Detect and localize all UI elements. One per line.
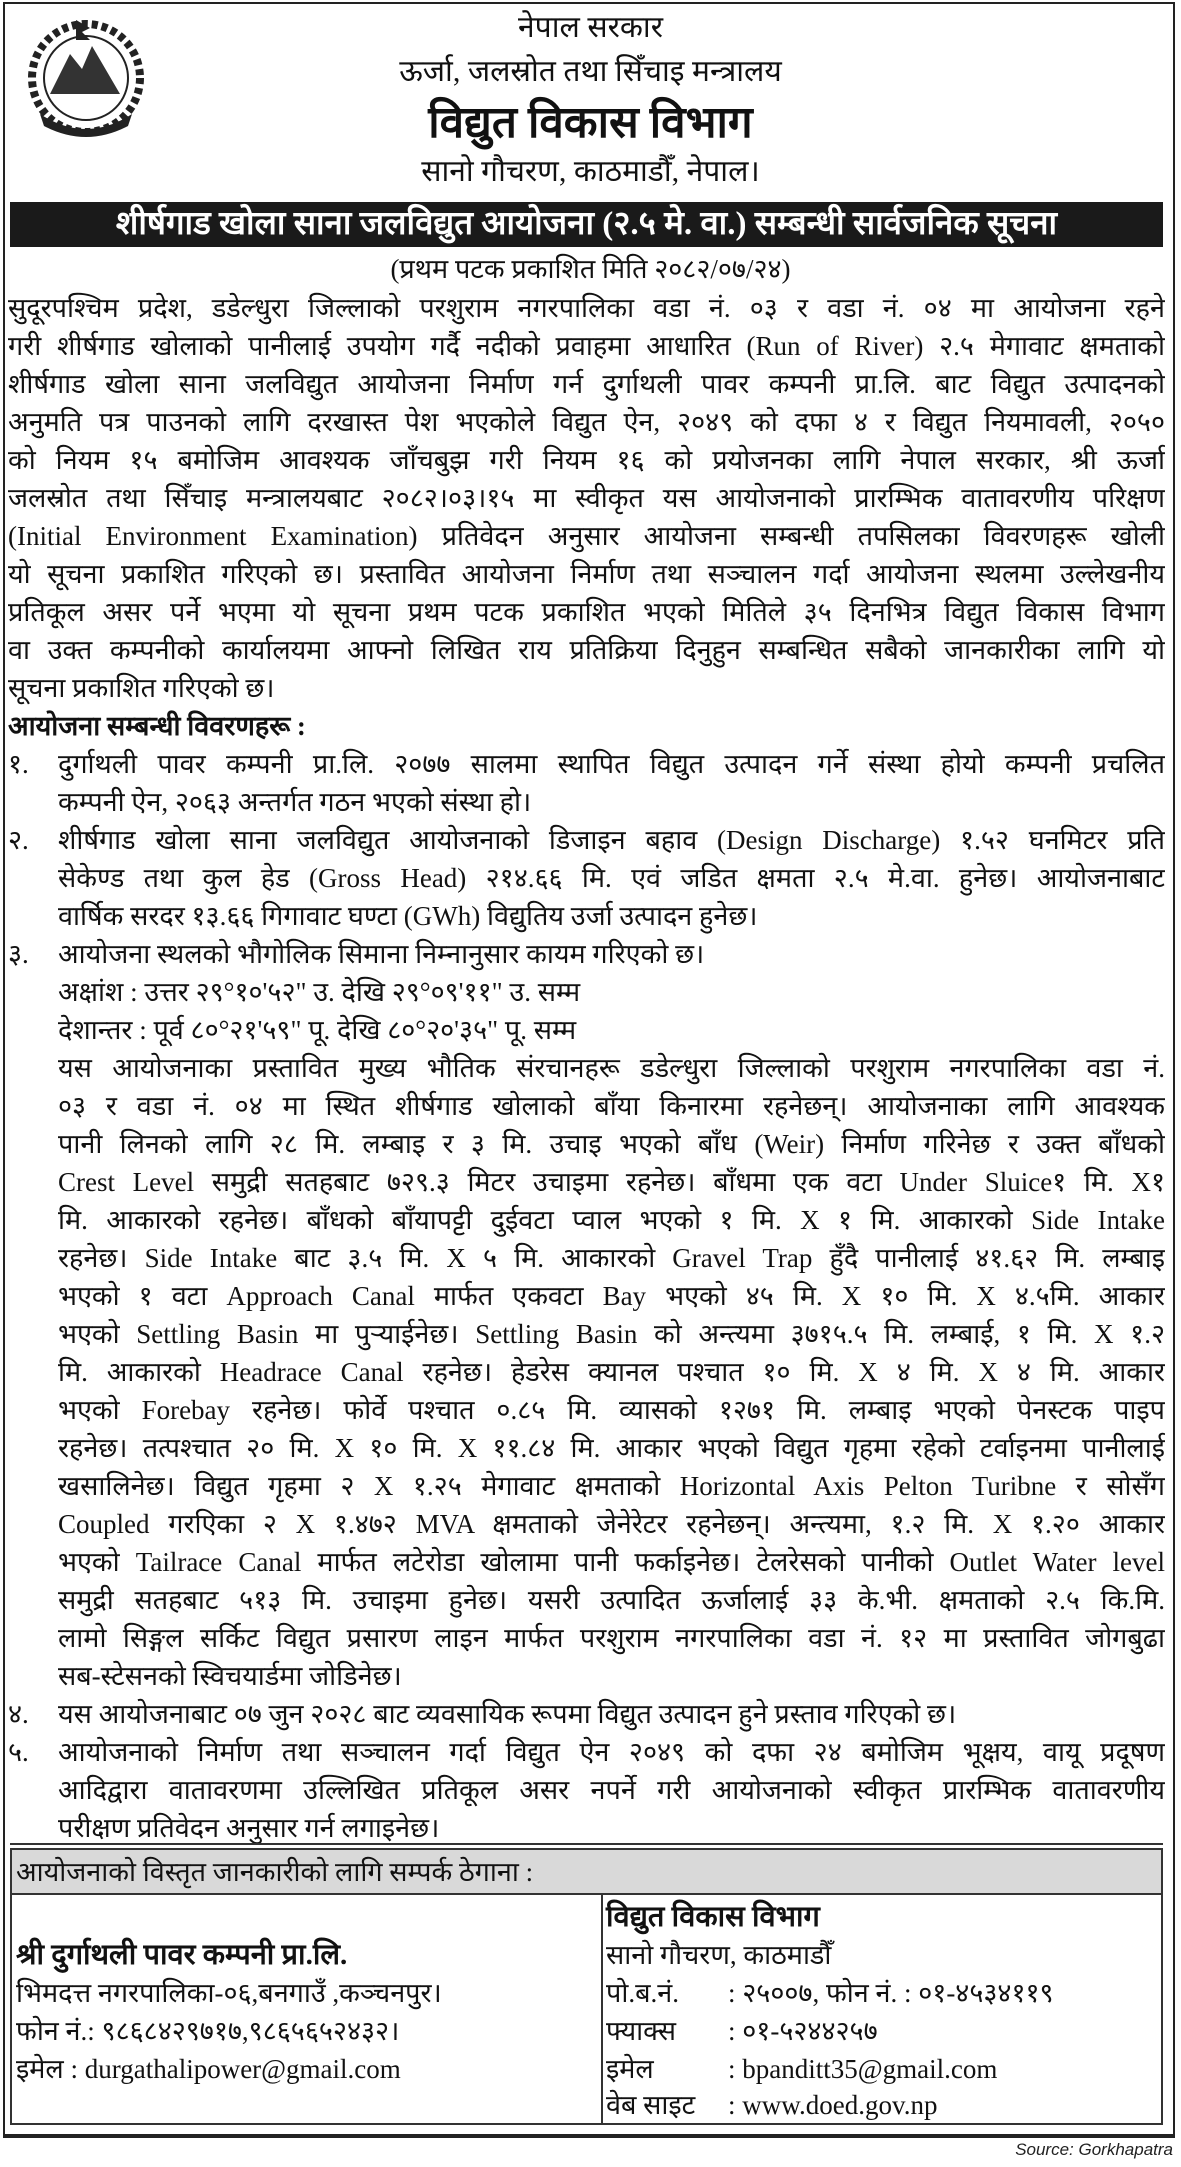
text-line: पानी लिनको लागि २८ मि. लम्बाइ र ३ मि. उचाइ भएको बाँध (Weir) निर्माण गरिनेछ र उक्त बाँधको [58, 1129, 1165, 1159]
list-item-number: ४. [8, 1699, 29, 1729]
text-line: आयोजनाको निर्माण तथा सञ्चालन गर्दा विद्युत ऐन २०४९ को दफा २४ बमोजिम भूक्षय, वायू प्रदूषण [58, 1737, 1165, 1767]
list-item-text [58, 935, 1165, 1695]
list-item-text [58, 821, 1165, 935]
text-line: सुदूरपश्चिम प्रदेश, डडेल्धुरा जिल्लाको परशुराम नगरपालिका वडा नं. ०३ र वडा नं. ०४ मा आयोजना रहने [8, 293, 1165, 323]
government-name: नेपाल सरकार [518, 11, 663, 44]
contact-column-divider [601, 1895, 603, 2123]
list-item-number: २. [8, 825, 29, 855]
text-line: सब-स्टेसनको स्विचयार्डमा जोडिनेछ। [58, 1661, 402, 1691]
company-email[interactable]: durgathalipower@gmail.com [84, 2054, 401, 2084]
text-line: मि. आकारको रहनेछ। बाँधको बाँयापट्टी दुईवटा प्वाल भएको १ मि. X १ मि. आकारको Side Intake [58, 1205, 1165, 1235]
text-line: ०३ र वडा नं. ०४ मा स्थित शीर्षगाड खोलाको बाँया किनारमा रहनेछन्। आयोजनाका लागि आवश्यक [58, 1091, 1165, 1121]
department-address: सानो गौचरण, काठमाडौँ, नेपाल। [421, 155, 760, 188]
text-line: वा उक्त कम्पनीको कार्यालयमा आफ्नो लिखित राय प्रतिक्रिया दिनुहुन सम्बन्धित सबैको जानकारीका लागि यो [8, 635, 1165, 665]
text-line: भएको Forebay रहनेछ। फोर्वे पश्चात ०.८५ मि. व्यासको १२७१ मि. लम्बाइ भएको पेनस्टक पाइप [58, 1395, 1165, 1425]
list-item-number: १. [8, 749, 29, 779]
dept-email[interactable]: : bpanditt35@gmail.com [728, 2054, 998, 2084]
text-line: यस आयोजनाबाट ०७ जुन २०२८ बाट व्यवसायिक रूपमा विद्युत उत्पादन हुने प्रस्ताव गरिएको छ। [58, 1699, 957, 1729]
text-line: वार्षिक सरदर १३.६६ गिगावाट घण्टा (GWh) विद्युतिय उर्जा उत्पादन हुनेछ। [58, 901, 758, 931]
text-line: (Initial Environment Examination) प्रतिवेदन अनुसार आयोजना सम्बन्धी तपसिलका विवरणहरू खोली [8, 521, 1165, 551]
dept-contact-name: विद्युत विकास विभाग [606, 1901, 820, 1933]
list-item-text [58, 1695, 1165, 1733]
details-heading: आयोजना सम्बन्धी विवरणहरू : [8, 711, 306, 741]
list-item [8, 745, 1165, 821]
ministry-name: ऊर्जा, जलस्रोत तथा सिँचाइ मन्त्रालय [399, 55, 782, 88]
text-line: खसालिनेछ। विद्युत गृहमा २ X १.२५ मेगावाट क्षमताको Horizontal Axis Pelton Turibne र सोसँग [58, 1471, 1165, 1501]
text-line: आदिद्वारा वातावरणमा उल्लिखित प्रतिकूल असर नपर्ने गरी आयोजनाको स्वीकृत प्रारम्भिक वातावरणीय [58, 1775, 1165, 1805]
company-name: श्री दुर्गाथली पावर कम्पनी प्रा.लि. [16, 1939, 348, 1971]
text-line: भएको १ वटा Approach Canal मार्फत एकवटा Bay भएको ४५ मि. X १० मि. X ४.५मि. आकार [58, 1281, 1165, 1311]
company-email-row [16, 2050, 401, 2088]
text-line: आयोजना स्थलको भौगोलिक सिमाना निम्नानुसार कायम गरिएको छ। [58, 939, 705, 969]
list-item [8, 821, 1165, 935]
list-item-number: ५. [8, 1737, 29, 1767]
po-label: पो.ब.नं. [606, 1978, 679, 2008]
notice-title: शीर्षगाड खोला साना जलविद्युत आयोजना (२.५ मे. वा.) सम्बन्धी सार्वजनिक सूचना [10, 202, 1163, 247]
text-line: Crest Level समुद्री सतहबाट ७२९.३ मिटर उचाइमा रहनेछ। बाँधमा एक वटा Under Sluice१ मि. X१ [58, 1167, 1165, 1197]
intro-paragraph [8, 289, 1165, 707]
company-phone: फोन नं.: ९८६८४२९७१७,९८६५६५२४३२। [16, 2016, 400, 2046]
list-item-number: ३. [8, 939, 29, 969]
text-line: रहनेछ। Side Intake बाट ३.५ मि. X ५ मि. आकारको Gravel Trap हुँदै पानीलाई ४१.६२ मि. लम्बाइ [58, 1243, 1165, 1273]
text-line: शीर्षगाड खोला साना जलविद्युत आयोजनाको डिजाइन बहाव (Design Discharge) १.५२ घनमिटर प्रति [58, 825, 1165, 855]
dept-email-label: इमेल [606, 2054, 654, 2084]
text-line: सूचना प्रकाशित गरिएको छ। [8, 673, 275, 703]
dept-contact-address: सानो गौचरण, काठमाडौँ [606, 1940, 832, 1970]
text-line: भएको Settling Basin मा पुर्‍याईनेछ। Settling Basin को अन्त्यमा ३७१५.५ मि. लम्बाई, १ मि. X १.२ [58, 1319, 1165, 1349]
text-line: परीक्षण प्रतिवेदन अनुसार गर्न लगाइनेछ। [58, 1813, 440, 1843]
list-item [8, 1733, 1165, 1847]
po-phone-value: : २५००७, फोन नं. : ०१-४५३४११९ [728, 1978, 1054, 2008]
text-line: लामो सिङ्गल सर्किट विद्युत प्रसारण लाइन मार्फत परशुराम नगरपालिका वडा नं. १२ मा प्रस्तावित जोगबुढा [58, 1623, 1165, 1653]
department-name: विद्युत विकास विभाग [428, 98, 753, 147]
text-line: दुर्गाथली पावर कम्पनी प्रा.लि. २०७७ सालमा स्थापित विद्युत उत्पादन गर्ने संस्था होयो कम्पनी प्रचलित [58, 749, 1165, 779]
source-credit: Source: Gorkhapatra [1015, 2140, 1173, 2159]
text-line: यस आयोजनाका प्रस्तावित मुख्य भौतिक संरचानहरू डडेल्धुरा जिल्लाको परशुराम नगरपालिका वडा नं. [58, 1053, 1165, 1083]
text-line: शीर्षगाड खोला साना जलविद्युत आयोजना निर्माण गर्न दुर्गाथली पावर कम्पनी प्रा.लि. बाट विद्युत उत्पादनको [8, 369, 1165, 399]
fax-label: फ्याक्स [606, 2016, 676, 2046]
website-label: वेब साइट [606, 2090, 696, 2120]
company-email-label: इमेल : [16, 2054, 78, 2084]
text-line: भएको Tailrace Canal मार्फत लटेरोडा खोलामा पानी फर्काइनेछ। टेलरेसको पानीको Outlet Water level [58, 1547, 1165, 1577]
contact-box [10, 1848, 1163, 2125]
website-link[interactable]: : www.doed.gov.np [728, 2090, 938, 2120]
text-line: कम्पनी ऐन, २०६३ अन्तर्गत गठन भएको संस्था हो। [58, 787, 532, 817]
text-line: जलस्रोत तथा सिँचाइ मन्त्रालयबाट २०८२।०३।१५ मा स्वीकृत यस आयोजनाको प्रारम्भिक वातावरणीय परिक्षण [8, 483, 1165, 513]
text-line: प्रतिकूल असर पर्ने भएमा यो सूचना प्रथम पटक प्रकाशित भएको मितिले ३५ दिनभित्र विद्युत विकास विभाग [8, 597, 1165, 627]
text-line: समुद्री सतहबाट ५१३ मि. उचाइमा हुनेछ। यसरी उत्पादित ऊर्जालाई ३३ के.भी. क्षमताको २.५ कि.मि. [58, 1585, 1165, 1615]
list-item-text [58, 745, 1165, 821]
section-divider [10, 1843, 1163, 1845]
text-line: यो सूचना प्रकाशित गरिएको छ। प्रस्तावित आयोजना निर्माण तथा सञ्चालन गर्दा आयोजना स्थलमा उल्लेखनीय [8, 559, 1165, 589]
list-item-text [58, 1733, 1165, 1847]
fax-value: : ०१-५२४४२५७ [728, 2016, 878, 2046]
text-line: गरी शीर्षगाड खोलाको पानीलाई उपयोग गर्दै नदीको प्रवाहमा आधारित (Run of River) २.५ मेगावाट क्षमताको [8, 331, 1165, 361]
list-item [8, 935, 1165, 1695]
text-line: को नियम १५ बमोजिम आवश्यक जाँचबुझ गरी नियम १६ को प्रयोजनका लागि नेपाल सरकार, श्री ऊर्जा [8, 445, 1165, 475]
contact-heading: आयोजनाको विस्तृत जानकारीको लागि सम्पर्क ठेगाना : [12, 1850, 1161, 1895]
text-line: सेकेण्ड तथा कुल हेड (Gross Head) २१४.६६ मि. एवं जडित क्षमता २.५ मे.वा. हुनेछ। आयोजनाबाट [58, 863, 1165, 893]
text-line: मि. आकारको Headrace Canal रहनेछ। हेडरेस क्यानल पश्चात १० मि. X ४ मि. X ४ मि. आकार [58, 1357, 1165, 1387]
text-line: देशान्तर : पूर्व ८०°२१'५९" पू. देखि ८०°२०'३५" पू. सम्म [58, 1015, 577, 1045]
text-line: Coupled गरएिका २ X १.४७२ MVA क्षमताको जेनेरेटर रहनेछन्। अन्त्यमा, १.२ मि. X १.२० आकार [58, 1509, 1165, 1539]
details-list [8, 745, 1165, 1847]
first-published-date: (प्रथम पटक प्रकाशित मिति २०८२/०७/२४) [390, 254, 791, 284]
list-item [8, 1695, 1165, 1733]
notice-body [8, 289, 1165, 1847]
text-line: रहनेछ। तत्पश्चात २० मि. X १० मि. X ११.८४ मि. आकार भएको विद्युत गृहमा रहेको टर्वाइनमा पानीलाई [58, 1433, 1165, 1463]
text-line: अक्षांश : उत्तर २९°१०'५२" उ. देखि २९°०९'११" उ. सम्म [58, 977, 581, 1007]
text-line: अनुमति पत्र पाउनको लागि दरखास्त पेश भएकोले विद्युत ऐन, २०४९ को दफा ४ र विद्युत नियमावली, २०५० [8, 407, 1165, 437]
company-address: भिमदत्त नगरपालिका-०६,बनगाउँ ,कञ्चनपुर। [16, 1978, 442, 2008]
